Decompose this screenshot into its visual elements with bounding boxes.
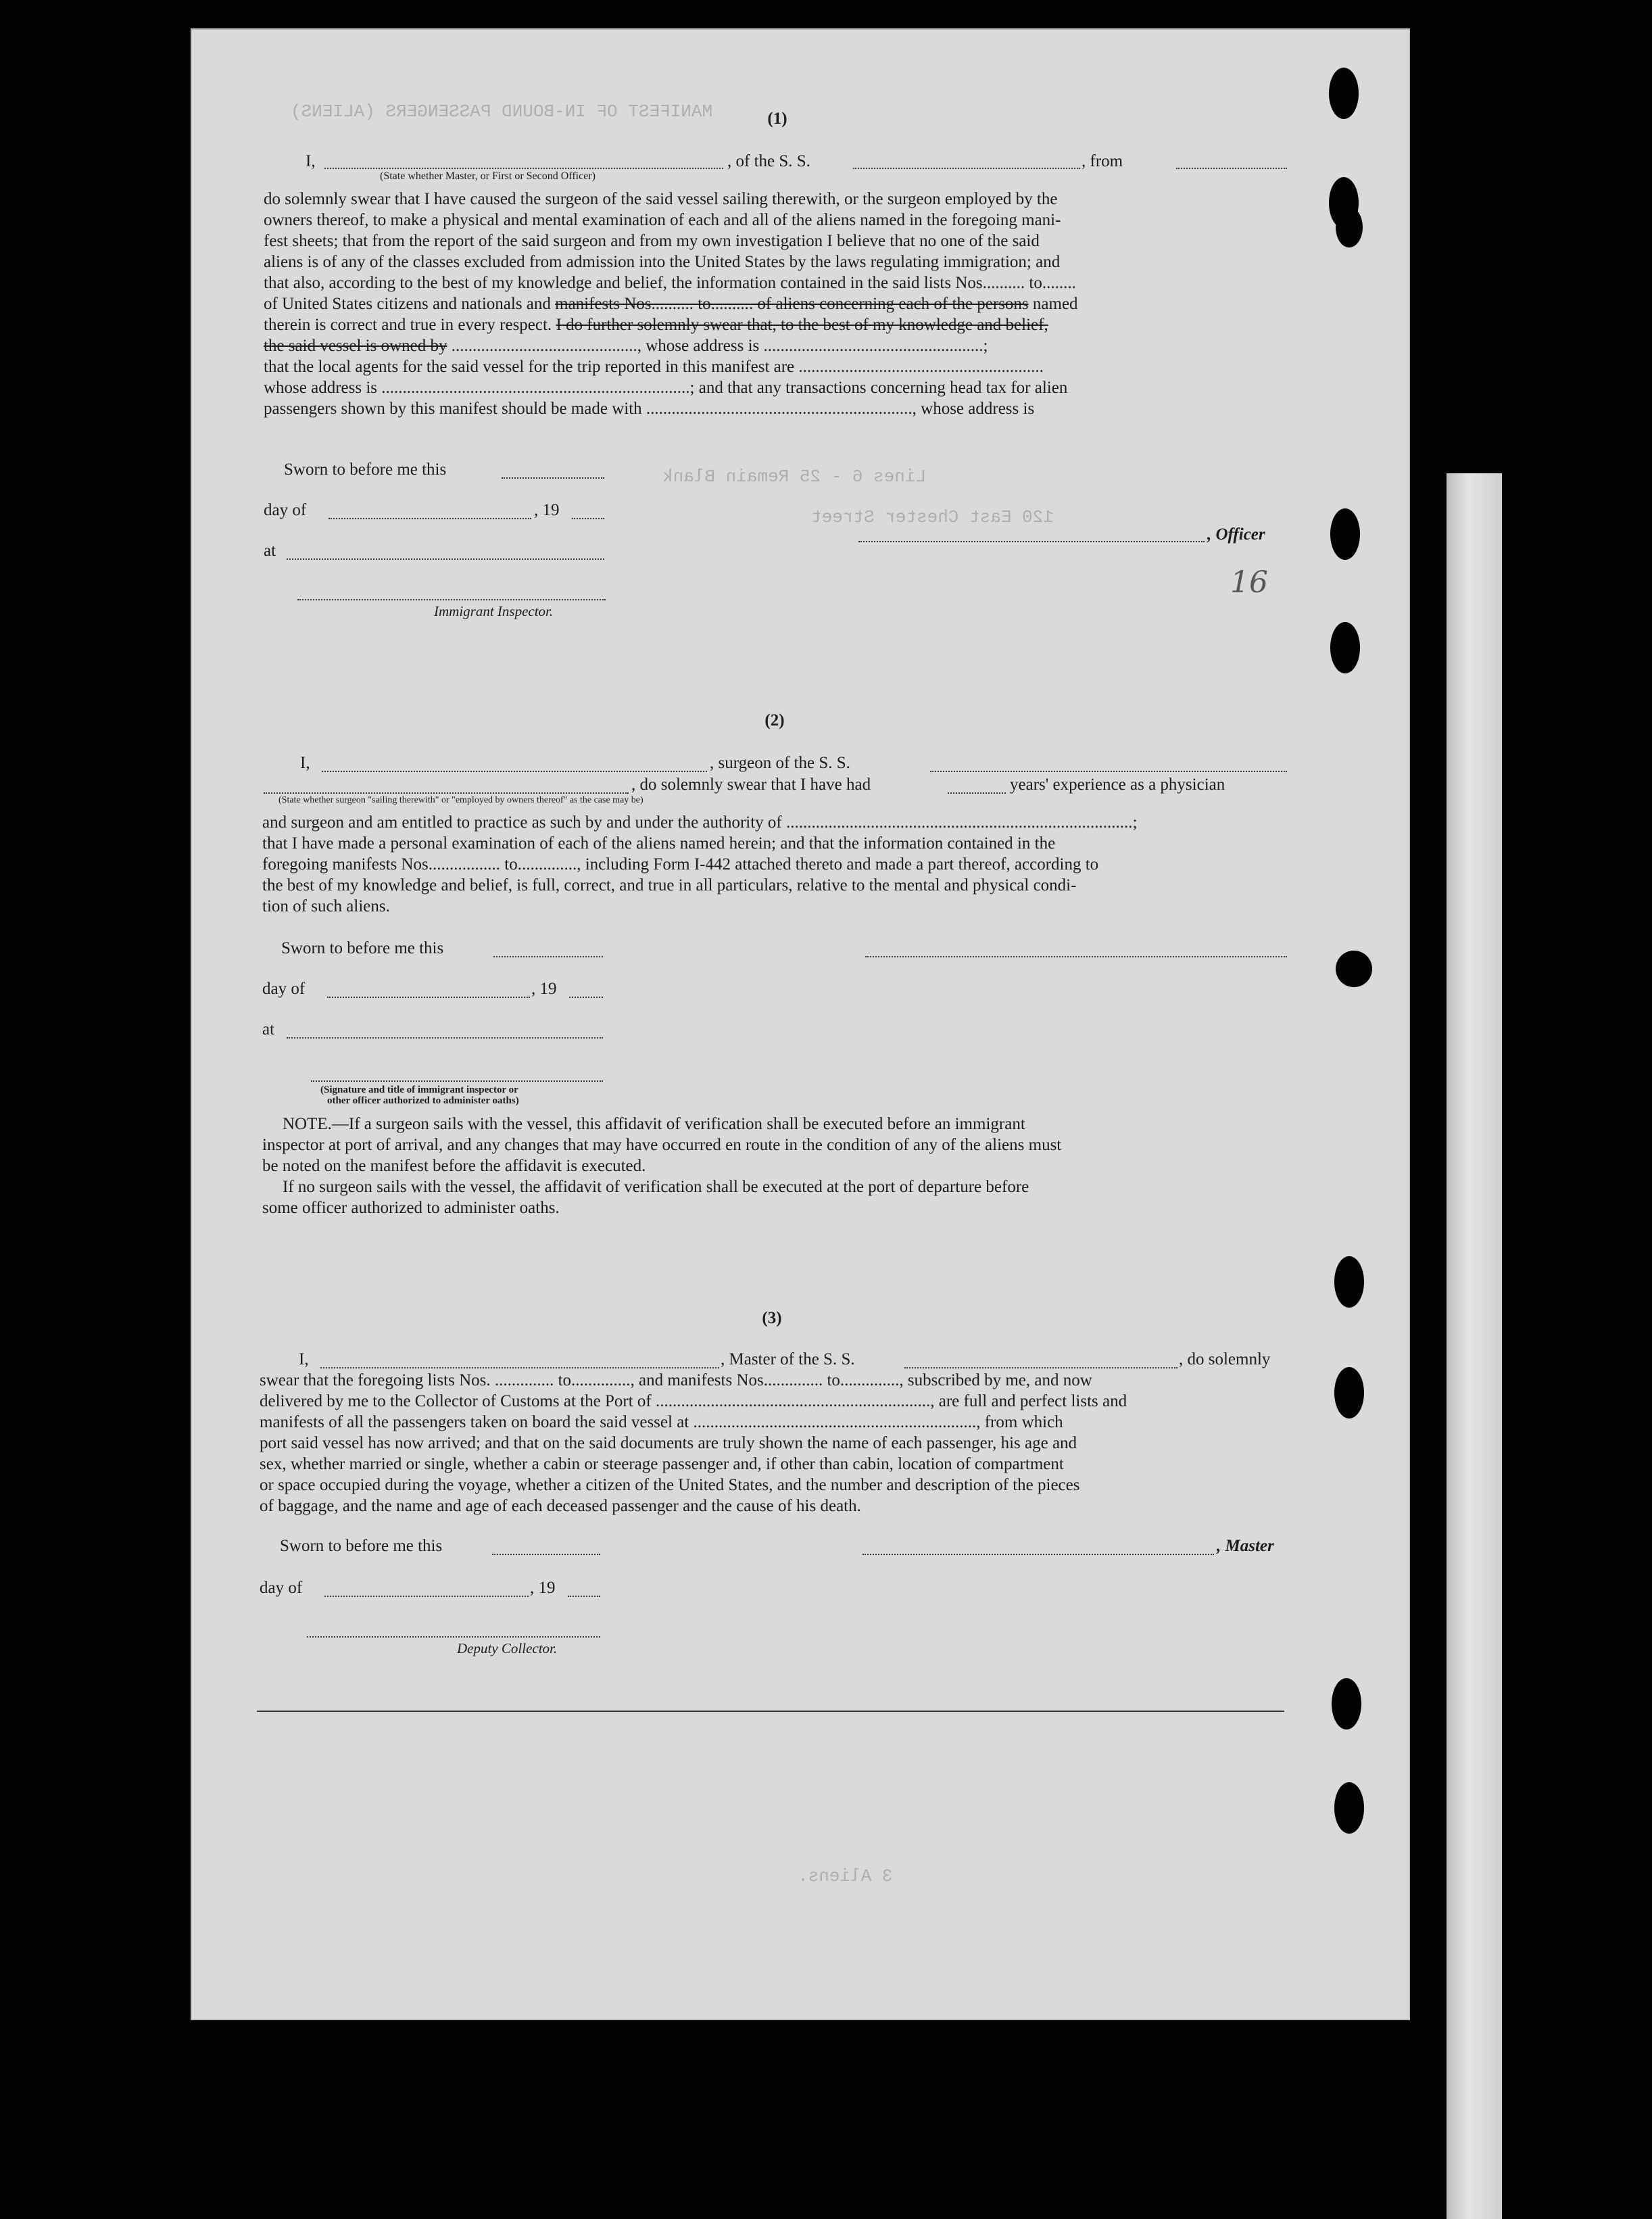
text-line: do solemnly swear that I have caused the surgeon of the said vessel sailing therewith, or the surgeon employed by the: [264, 190, 1058, 208]
text-line: foregoing manifests Nos................. to.............., including Form I-442 attached thereto and made a part thereof, according to: [262, 855, 1099, 874]
master-label: , Master: [1217, 1537, 1274, 1555]
film-edge-strip: [1447, 473, 1502, 2219]
from-port-line: [1176, 168, 1287, 169]
text-line: [264, 294, 1078, 314]
master-signature-line: [863, 1554, 1214, 1555]
text-line: manifests of all the passengers taken on board the said vessel at ..................................................................., from which: [260, 1413, 1063, 1431]
note-label: NOTE.: [283, 1115, 332, 1133]
day-of-label: day of: [262, 980, 306, 998]
at-label: at: [262, 1020, 275, 1039]
text-line: swear that the foregoing lists Nos. .............. to.............., and manifests Nos.............. to.............., subscribed by me, and now: [260, 1371, 1092, 1389]
text-fragment: —If a surgeon sails with the vessel, this affidavit of verification shall be executed before an immigrant: [331, 1115, 1025, 1133]
inspector-signature-line: [311, 1080, 603, 1082]
punch-hole: [1329, 68, 1359, 119]
year-label: , 19: [531, 980, 557, 998]
label-from: , from: [1082, 152, 1123, 170]
affidavit-1-heading: (1): [767, 110, 787, 128]
sworn-date-line: [493, 956, 603, 957]
place-line: [287, 558, 604, 560]
years-line: [948, 792, 1006, 794]
month-line: [327, 997, 530, 998]
collector-signature-line: [307, 1636, 600, 1638]
officer-signature-line: [858, 541, 1205, 542]
punch-hole: [1336, 207, 1363, 247]
text-line: fest sheets; that from the report of the said surgeon and from my own investigation I believe that no one of the said: [264, 232, 1040, 250]
text-line: port said vessel has now arrived; and that on the said documents are truly shown the name of each passenger, his age and: [260, 1434, 1077, 1452]
year-label: , 19: [530, 1579, 556, 1597]
text-line: of baggage, and the name and age of each deceased passenger and the cause of his death.: [260, 1497, 861, 1515]
punch-hole: [1332, 1678, 1361, 1729]
text-line: aliens is of any of the classes excluded from admission into the United States by the laws regulating immigration; and: [264, 253, 1061, 271]
place-line: [287, 1037, 603, 1039]
day-of-label: day of: [264, 501, 307, 519]
deputy-collector-label: Deputy Collector.: [457, 1640, 558, 1656]
signature-note: other officer authorized to administer oaths): [327, 1095, 519, 1106]
affidavit-2-heading: (2): [764, 711, 785, 730]
text-line: delivered by me to the Collector of Customs at the Port of ................................................................., are full and perfect lists and: [260, 1392, 1127, 1410]
text-line: that the local agents for the said vessel for the trip reported in this manifest are ..........................................................: [264, 358, 1044, 376]
label-master-of-ss: , Master of the S. S.: [721, 1350, 855, 1368]
bleed-through-text: MANIFEST OF IN-BOUND PASSENGERS (ALIENS): [291, 101, 713, 122]
bleed-through-text: 120 East Chester Street: [811, 507, 1054, 527]
punch-hole: [1334, 1367, 1364, 1418]
note-line: some officer authorized to administer oaths.: [262, 1199, 560, 1217]
label-surgeon-of-ss: , surgeon of the S. S.: [710, 754, 850, 772]
label-i: I,: [306, 152, 316, 170]
officer-label: , Officer: [1207, 525, 1265, 544]
officer-rank-note: (State whether Master, or First or Second Officer): [380, 170, 596, 182]
label-swear: , do solemnly: [1179, 1350, 1271, 1368]
bleed-through-text: 3 Aliens.: [798, 1866, 893, 1886]
note-line: inspector at port of arrival, and any changes that may have occurred en route in the condition of any of the aliens must: [262, 1136, 1062, 1154]
at-label: at: [264, 542, 276, 560]
sworn-label: Sworn to before me this: [281, 939, 444, 957]
bleed-through-text: Lines 6 - 25 Remain Blank: [662, 467, 927, 487]
note-line: If no surgeon sails with the vessel, the affidavit of verification shall be executed at the port of departure before: [283, 1178, 1029, 1196]
struck-text: the said vessel is owned by: [264, 337, 447, 355]
master-name-line: [320, 1367, 719, 1368]
text-line: that also, according to the best of my knowledge and belief, the information contained in the said lists Nos.......... to........: [264, 274, 1076, 292]
label-i: I,: [300, 754, 310, 772]
punch-hole: [1336, 951, 1372, 987]
punch-hole: [1330, 508, 1360, 560]
text-fragment: therein is correct and true in every respect.: [264, 316, 552, 334]
affidavit-3-heading: (3): [762, 1309, 782, 1327]
struck-text: manifests Nos.......... to.......... of aliens concerning each of the persons: [555, 295, 1029, 313]
surgeon-status-line: [264, 792, 629, 794]
surgeon-name-line: [322, 771, 707, 772]
signature-note: (Signature and title of immigrant inspector or: [320, 1084, 518, 1095]
punch-hole: [1334, 1256, 1364, 1308]
day-of-label: day of: [260, 1579, 303, 1597]
year-line: [572, 518, 604, 519]
year-label: , 19: [534, 501, 560, 519]
officer-name-line: [324, 168, 723, 169]
punch-hole: [1330, 622, 1360, 673]
year-line: [569, 997, 603, 998]
surgeon-signature-line: [865, 956, 1287, 957]
label-swear: , do solemnly swear that I have had: [631, 776, 871, 794]
bottom-divider: [257, 1711, 1284, 1712]
text-line: passengers shown by this manifest should be made with ..............................................................., whose address is: [264, 400, 1035, 418]
note-line: be noted on the manifest before the affidavit is executed.: [262, 1157, 646, 1175]
text-line: tion of such aliens.: [262, 897, 390, 915]
sworn-date-line: [502, 477, 604, 479]
text-line: or space occupied during the voyage, whether a citizen of the United States, and the number and description of the pieces: [260, 1476, 1080, 1494]
month-line: [324, 1596, 529, 1597]
text-fragment: ............................................, whose address is ....................................................;: [451, 337, 988, 355]
inspector-signature-line: [297, 599, 606, 600]
inspector-role-label: Immigrant Inspector.: [434, 603, 554, 619]
text-line: whose address is .........................................................................; and that any transactions concerning head tax for alien: [264, 379, 1068, 397]
vessel-name-line: [904, 1367, 1177, 1368]
text-line: that I have made a personal examination of each of the aliens named herein; and that the information contained in the: [262, 834, 1056, 853]
struck-text: I do further solemnly swear that, to the best of my knowledge and belief,: [556, 316, 1048, 334]
text-line: sex, whether married or single, whether a cabin or steerage passenger and, if other than cabin, location of compartment: [260, 1455, 1064, 1473]
label-of-ss: , of the S. S.: [727, 152, 810, 170]
label-i: I,: [299, 1350, 309, 1368]
handwritten-page-mark: 16: [1230, 565, 1268, 600]
sworn-date-line: [492, 1554, 600, 1555]
punch-hole: [1334, 1782, 1364, 1834]
year-line: [568, 1596, 600, 1597]
text-line: and surgeon and am entitled to practice as such by and under the authority of ..................................................................................;: [262, 813, 1138, 832]
text-fragment: named: [1032, 295, 1078, 313]
text-line: [264, 315, 1048, 335]
sworn-label: Sworn to before me this: [284, 460, 447, 479]
text-line: owners thereof, to make a physical and mental examination of each and all of the aliens named in the foregoing mani-: [264, 211, 1061, 229]
note-line: [283, 1114, 1025, 1135]
sworn-label: Sworn to before me this: [280, 1537, 443, 1555]
text-line: the best of my knowledge and belief, is full, correct, and true in all particulars, relative to the mental and physical condi-: [262, 876, 1077, 894]
vessel-name-line: [930, 771, 1287, 772]
label-years: years' experience as a physician: [1010, 776, 1225, 794]
month-line: [329, 518, 531, 519]
text-fragment: of United States citizens and nationals and: [264, 295, 551, 313]
surgeon-status-note: (State whether surgeon "sailing therewith" or "employed by owners thereof" as the case may be): [278, 795, 643, 805]
text-line: [264, 336, 988, 356]
vessel-name-line: [853, 168, 1080, 169]
